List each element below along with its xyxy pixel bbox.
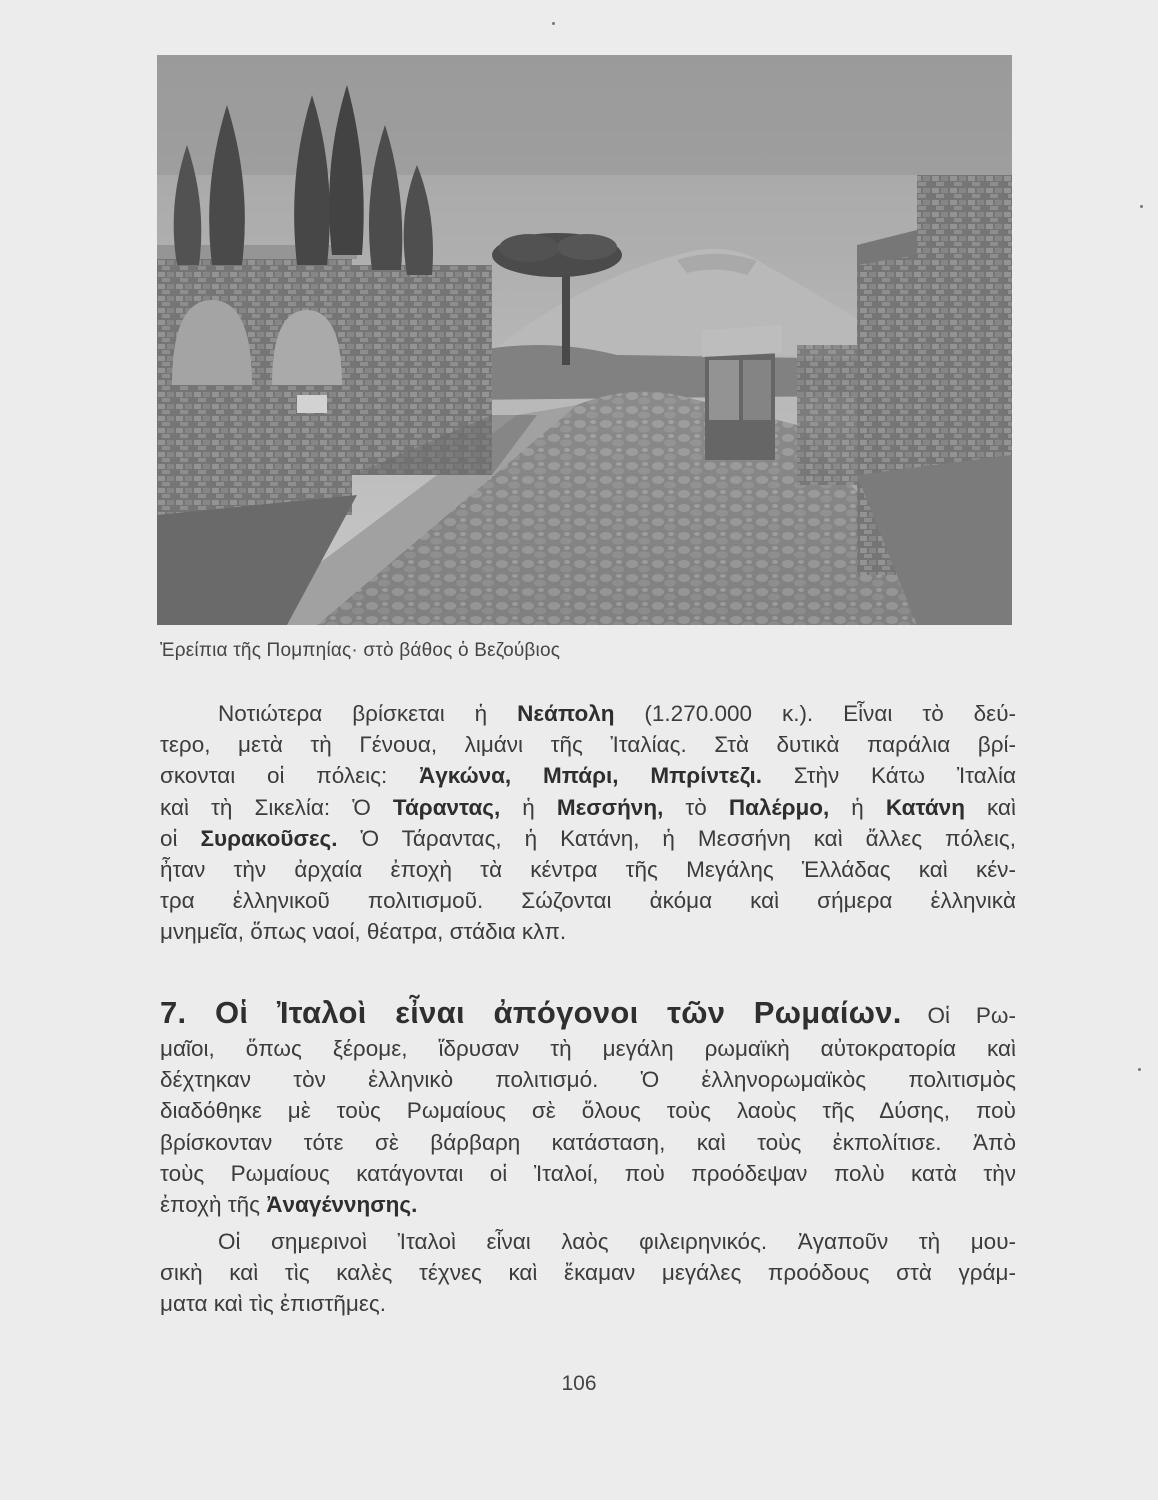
text-line: Νοτιώτερα βρίσκεται ἡ Νεάπολη (1.270.000 κ.). Εἶναι τὸ δεύ-	[218, 701, 1016, 726]
text-line: βρίσκονταν τότε σὲ βάρβαρη κατάσταση, καὶ τοὺς ἐκπολίτισε. Ἀπὸ	[160, 1129, 1016, 1155]
text-line: σκονται οἱ πόλεις: Ἀγκώνα, Μπάρι, Μπρίντεζι. Στὴν Κάτω Ἰταλία	[160, 763, 1016, 789]
section-italians-descendants	[160, 993, 1016, 1220]
text-line: καὶ τὴ Σικελία: Ὁ Τάραντας, ἡ Μεσσήνη, τὸ Παλέρμο, ἡ Κατάνη καὶ	[160, 794, 1016, 820]
paragraph-cities	[160, 698, 1016, 948]
text-line: οἱ Συρακοῦσες. Ὁ Τάραντας, ἡ Κατάνη, ἡ Μεσσήνη καὶ ἄλλες πόλεις,	[160, 825, 1017, 851]
section-first-line: 7. Οἱ Ἰταλοὶ εἶναι ἀπόγονοι τῶν Ρωμαίων. Οἱ Ρω-	[160, 995, 1016, 1030]
page-number: 106	[561, 1372, 597, 1395]
text-line: σικὴ καὶ τὶς καλὲς τέχνες καὶ ἔκαμαν μεγάλες προόδους στὰ γράμ-	[160, 1260, 1016, 1286]
text-line: ματα καὶ τὶς ἐπιστῆμες.	[160, 1291, 386, 1317]
text-line: μνημεῖα, ὅπως ναοί, θέατρα, στάδια κλπ.	[160, 919, 567, 945]
photo-pompeii-ruins	[157, 55, 1012, 625]
text-line: Οἱ σημερινοὶ Ἰταλοὶ εἶναι λαὸς φιλειρηνικός. Ἀγαποῦν τὴ μου-	[218, 1229, 1016, 1254]
section-heading: 7. Οἱ Ἰταλοὶ εἶναι ἀπόγονοι τῶν Ρωμαίων.	[160, 995, 902, 1030]
scan-speck	[1140, 205, 1143, 208]
photo-caption: Ἐρείπια τῆς Πομπηίας· στὸ βάθος ὁ Βεζούβιος	[160, 640, 561, 661]
text-line: τοὺς Ρωμαίους κατάγονται οἱ Ἰταλοί, ποὺ προόδεψαν πολὺ κατὰ τὴν	[160, 1160, 1016, 1186]
text-line: διαδόθηκε μὲ τοὺς Ρωμαίους σὲ ὅλους τοὺς λαοὺς τῆς Δύσης, ποὺ	[160, 1098, 1016, 1124]
text-line: τρα ἑλληνικοῦ πολιτισμοῦ. Σώζονται ἀκόμα καὶ σήμερα ἑλληνικὰ	[160, 888, 1016, 914]
text-line: τερο, μετὰ τὴ Γένουα, λιμάνι τῆς Ἰταλίας. Στὰ δυτικὰ παράλια βρί-	[160, 732, 1016, 758]
paragraph-modern-italians	[160, 1226, 1016, 1320]
scan-speck	[552, 22, 555, 25]
text-line: δέχτηκαν τὸν ἑλληνικὸ πολιτισμό. Ὁ ἑλληνορωμαϊκὸς πολιτισμὸς	[160, 1067, 1016, 1093]
text-line: ἦταν τὴν ἀρχαία ἐποχὴ τὰ κέντρα τῆς Μεγάλης Ἑλλάδας καὶ κέν-	[160, 856, 1016, 882]
scan-speck	[1138, 1068, 1141, 1071]
text-line: μαῖοι, ὅπως ξέρομε, ἵδρυσαν τὴ μεγάλη ρωμαϊκὴ αὐτοκρατορία καὶ	[160, 1036, 1016, 1061]
text-line: ἐποχὴ τῆς Ἀναγέννησης.	[160, 1191, 418, 1217]
